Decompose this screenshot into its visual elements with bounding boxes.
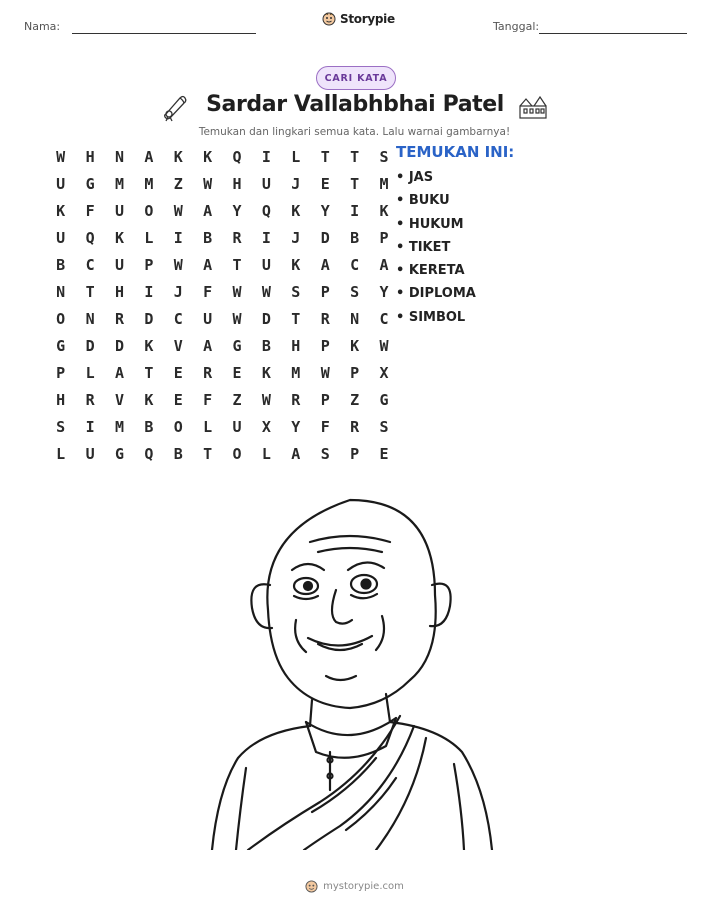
grid-letter[interactable]: O <box>56 310 66 328</box>
grid-letter[interactable]: M <box>379 175 389 193</box>
word-list-item: • HUKUM <box>396 216 464 232</box>
grid-letter[interactable]: F <box>203 391 213 409</box>
grid-letter[interactable]: K <box>379 202 389 220</box>
grid-letter[interactable]: F <box>203 283 213 301</box>
grid-letter[interactable]: A <box>379 256 389 274</box>
grid-letter[interactable]: W <box>232 310 242 328</box>
grid-letter[interactable]: H <box>114 283 124 301</box>
grid-letter[interactable]: Q <box>85 229 95 247</box>
grid-letter[interactable]: I <box>350 202 360 220</box>
date-label: Tanggal: <box>493 20 540 33</box>
grid-letter[interactable]: T <box>350 175 360 193</box>
grid-letter[interactable]: V <box>173 337 183 355</box>
grid-row <box>46 363 399 390</box>
grid-letter[interactable]: W <box>320 364 330 382</box>
grid-letter[interactable]: N <box>85 310 95 328</box>
grid-letter[interactable]: T <box>320 148 330 166</box>
grid-letter[interactable]: M <box>291 364 301 382</box>
grid-letter[interactable]: H <box>291 337 301 355</box>
grid-letter[interactable]: A <box>203 202 213 220</box>
grid-letter[interactable]: I <box>85 418 95 436</box>
grid-letter[interactable]: U <box>85 445 95 463</box>
grid-letter[interactable]: K <box>291 256 301 274</box>
grid-letter[interactable]: I <box>173 229 183 247</box>
grid-letter[interactable]: E <box>173 391 183 409</box>
grid-letter[interactable]: C <box>173 310 183 328</box>
grid-letter[interactable]: F <box>320 418 330 436</box>
grid-letter[interactable]: H <box>56 391 66 409</box>
grid-letter[interactable]: R <box>350 418 360 436</box>
grid-letter[interactable]: D <box>144 310 154 328</box>
grid-letter[interactable]: W <box>379 337 389 355</box>
grid-letter[interactable]: K <box>56 202 66 220</box>
word-search-grid[interactable] <box>46 147 399 471</box>
date-field[interactable] <box>539 33 687 34</box>
grid-letter[interactable]: P <box>350 445 360 463</box>
grid-letter[interactable]: W <box>173 202 183 220</box>
grid-letter[interactable]: Z <box>173 175 183 193</box>
grid-letter[interactable]: N <box>350 310 360 328</box>
grid-letter[interactable]: F <box>85 202 95 220</box>
name-field[interactable] <box>72 33 256 34</box>
grid-letter[interactable]: K <box>261 364 271 382</box>
grid-letter[interactable]: M <box>114 175 124 193</box>
instructions: Temukan dan lingkari semua kata. Lalu warnai gambarnya! <box>198 126 511 138</box>
grid-letter[interactable]: C <box>350 256 360 274</box>
grid-letter[interactable]: D <box>261 310 271 328</box>
word-list-item: • KERETA <box>396 263 465 279</box>
grid-letter[interactable]: L <box>56 445 66 463</box>
grid-row <box>46 228 399 255</box>
grid-letter[interactable]: R <box>114 310 124 328</box>
grid-letter[interactable]: P <box>144 256 154 274</box>
grid-letter[interactable]: Q <box>144 445 154 463</box>
grid-letter[interactable]: H <box>232 175 242 193</box>
grid-letter[interactable]: T <box>232 256 242 274</box>
grid-letter[interactable]: H <box>85 148 95 166</box>
grid-letter[interactable]: A <box>114 364 124 382</box>
grid-letter[interactable]: K <box>291 202 301 220</box>
grid-letter[interactable]: T <box>350 148 360 166</box>
grid-letter[interactable]: U <box>203 310 213 328</box>
grid-letter[interactable]: Z <box>232 391 242 409</box>
grid-letter[interactable]: M <box>114 418 124 436</box>
grid-letter[interactable]: R <box>291 391 301 409</box>
grid-letter[interactable]: O <box>144 202 154 220</box>
word-list <box>396 143 514 333</box>
word-list-item: • SIMBOL <box>396 309 466 325</box>
footer <box>0 880 709 893</box>
grid-letter[interactable]: Y <box>320 202 330 220</box>
grid-letter[interactable]: B <box>350 229 360 247</box>
grid-letter[interactable]: Y <box>379 283 389 301</box>
grid-letter[interactable]: Q <box>261 202 271 220</box>
grid-letter[interactable]: L <box>203 418 213 436</box>
grid-letter[interactable]: G <box>114 445 124 463</box>
grid-letter[interactable]: S <box>291 283 301 301</box>
grid-letter[interactable]: W <box>261 391 271 409</box>
grid-letter[interactable]: U <box>114 256 124 274</box>
grid-letter[interactable]: U <box>114 202 124 220</box>
grid-row <box>46 201 399 228</box>
grid-letter[interactable]: A <box>203 256 213 274</box>
grid-row <box>46 282 399 309</box>
grid-letter[interactable]: M <box>144 175 154 193</box>
grid-letter[interactable]: W <box>173 256 183 274</box>
grid-letter[interactable]: S <box>350 283 360 301</box>
word-list-item: • DIPLOMA <box>396 286 476 302</box>
storypie-logo-icon <box>305 880 318 893</box>
title-row <box>0 92 709 124</box>
grid-letter[interactable]: X <box>261 418 271 436</box>
grid-letter[interactable]: G <box>56 337 66 355</box>
grid-letter[interactable]: A <box>203 337 213 355</box>
storypie-logo-icon <box>322 12 336 26</box>
grid-letter[interactable]: E <box>232 364 242 382</box>
grid-letter[interactable]: G <box>85 175 95 193</box>
grid-letter[interactable]: P <box>320 337 330 355</box>
grid-letter[interactable]: A <box>320 256 330 274</box>
building-icon <box>518 94 548 120</box>
grid-letter[interactable]: U <box>261 256 271 274</box>
grid-letter[interactable]: W <box>261 283 271 301</box>
grid-letter[interactable]: W <box>232 283 242 301</box>
patel-coloring-illustration <box>200 490 500 850</box>
grid-letter[interactable]: P <box>350 364 360 382</box>
grid-letter[interactable]: Z <box>350 391 360 409</box>
word-list-item: • TIKET <box>396 239 451 255</box>
grid-letter[interactable]: T <box>291 310 301 328</box>
grid-letter[interactable]: I <box>261 229 271 247</box>
grid-letter[interactable]: P <box>320 283 330 301</box>
grid-letter[interactable]: E <box>173 364 183 382</box>
brand <box>322 12 395 26</box>
grid-letter[interactable]: X <box>379 364 389 382</box>
grid-letter[interactable]: B <box>144 418 154 436</box>
grid-letter[interactable]: P <box>56 364 66 382</box>
footer-url[interactable]: mystorypie.com <box>323 881 404 892</box>
grid-letter[interactable]: K <box>144 391 154 409</box>
grid-letter[interactable]: V <box>114 391 124 409</box>
grid-letter[interactable]: Y <box>291 418 301 436</box>
grid-letter[interactable]: Y <box>232 202 242 220</box>
grid-letter[interactable]: J <box>291 175 301 193</box>
grid-letter[interactable]: E <box>379 445 389 463</box>
grid-letter[interactable]: R <box>85 391 95 409</box>
grid-letter[interactable]: R <box>232 229 242 247</box>
grid-letter[interactable]: D <box>320 229 330 247</box>
grid-row <box>46 444 399 471</box>
diploma-scroll-icon <box>160 92 190 122</box>
grid-letter[interactable]: Q <box>232 148 242 166</box>
grid-row <box>46 390 399 417</box>
grid-letter[interactable]: L <box>291 148 301 166</box>
grid-letter[interactable]: L <box>144 229 154 247</box>
grid-letter[interactable]: R <box>320 310 330 328</box>
grid-letter[interactable]: E <box>320 175 330 193</box>
grid-letter[interactable]: L <box>85 364 95 382</box>
grid-letter[interactable]: T <box>203 445 213 463</box>
grid-letter[interactable]: T <box>144 364 154 382</box>
grid-letter[interactable]: R <box>203 364 213 382</box>
grid-letter[interactable]: N <box>56 283 66 301</box>
grid-letter[interactable]: B <box>56 256 66 274</box>
grid-row <box>46 174 399 201</box>
brand-name: Storypie <box>340 12 395 26</box>
word-list-item: • JAS <box>396 170 434 185</box>
grid-row <box>46 336 399 363</box>
grid-letter[interactable]: S <box>379 148 389 166</box>
grid-letter[interactable]: G <box>232 337 242 355</box>
worksheet-header <box>0 0 709 50</box>
grid-letter[interactable]: I <box>261 148 271 166</box>
grid-letter[interactable]: W <box>56 148 66 166</box>
grid-letter[interactable]: N <box>114 148 124 166</box>
word-list-heading: TEMUKAN INI: <box>396 143 515 161</box>
name-label: Nama: <box>24 20 61 33</box>
grid-letter[interactable]: O <box>173 418 183 436</box>
grid-row <box>46 255 399 282</box>
grid-letter[interactable]: I <box>144 283 154 301</box>
grid-letter[interactable]: B <box>173 445 183 463</box>
grid-letter[interactable]: A <box>291 445 301 463</box>
grid-letter[interactable]: U <box>232 418 242 436</box>
grid-letter[interactable]: P <box>379 229 389 247</box>
grid-letter[interactable]: D <box>85 337 95 355</box>
grid-letter[interactable]: G <box>379 391 389 409</box>
grid-row <box>46 417 399 444</box>
grid-letter[interactable]: C <box>379 310 389 328</box>
activity-badge: CARI KATA <box>316 66 396 90</box>
grid-letter[interactable]: S <box>56 418 66 436</box>
word-list-item: • BUKU <box>396 193 450 209</box>
grid-row <box>46 309 399 336</box>
grid-letter[interactable]: D <box>114 337 124 355</box>
grid-letter[interactable]: W <box>203 175 213 193</box>
grid-letter[interactable]: K <box>173 148 183 166</box>
grid-letter[interactable]: K <box>144 337 154 355</box>
grid-letter[interactable]: K <box>114 229 124 247</box>
grid-letter[interactable]: U <box>56 229 66 247</box>
grid-letter[interactable]: U <box>261 175 271 193</box>
grid-letter[interactable]: U <box>56 175 66 193</box>
grid-letter[interactable]: K <box>350 337 360 355</box>
grid-letter[interactable]: S <box>379 418 389 436</box>
grid-letter[interactable]: B <box>261 337 271 355</box>
grid-letter[interactable]: A <box>144 148 154 166</box>
grid-letter[interactable]: K <box>203 148 213 166</box>
grid-letter[interactable]: O <box>232 445 242 463</box>
page-title: Sardar Vallabhbhai Patel <box>206 92 504 117</box>
grid-letter[interactable]: P <box>320 391 330 409</box>
grid-letter[interactable]: J <box>291 229 301 247</box>
grid-letter[interactable]: S <box>320 445 330 463</box>
grid-letter[interactable]: J <box>173 283 183 301</box>
grid-letter[interactable]: B <box>203 229 213 247</box>
grid-row <box>46 147 399 174</box>
grid-letter[interactable]: L <box>261 445 271 463</box>
grid-letter[interactable]: T <box>85 283 95 301</box>
grid-letter[interactable]: C <box>85 256 95 274</box>
